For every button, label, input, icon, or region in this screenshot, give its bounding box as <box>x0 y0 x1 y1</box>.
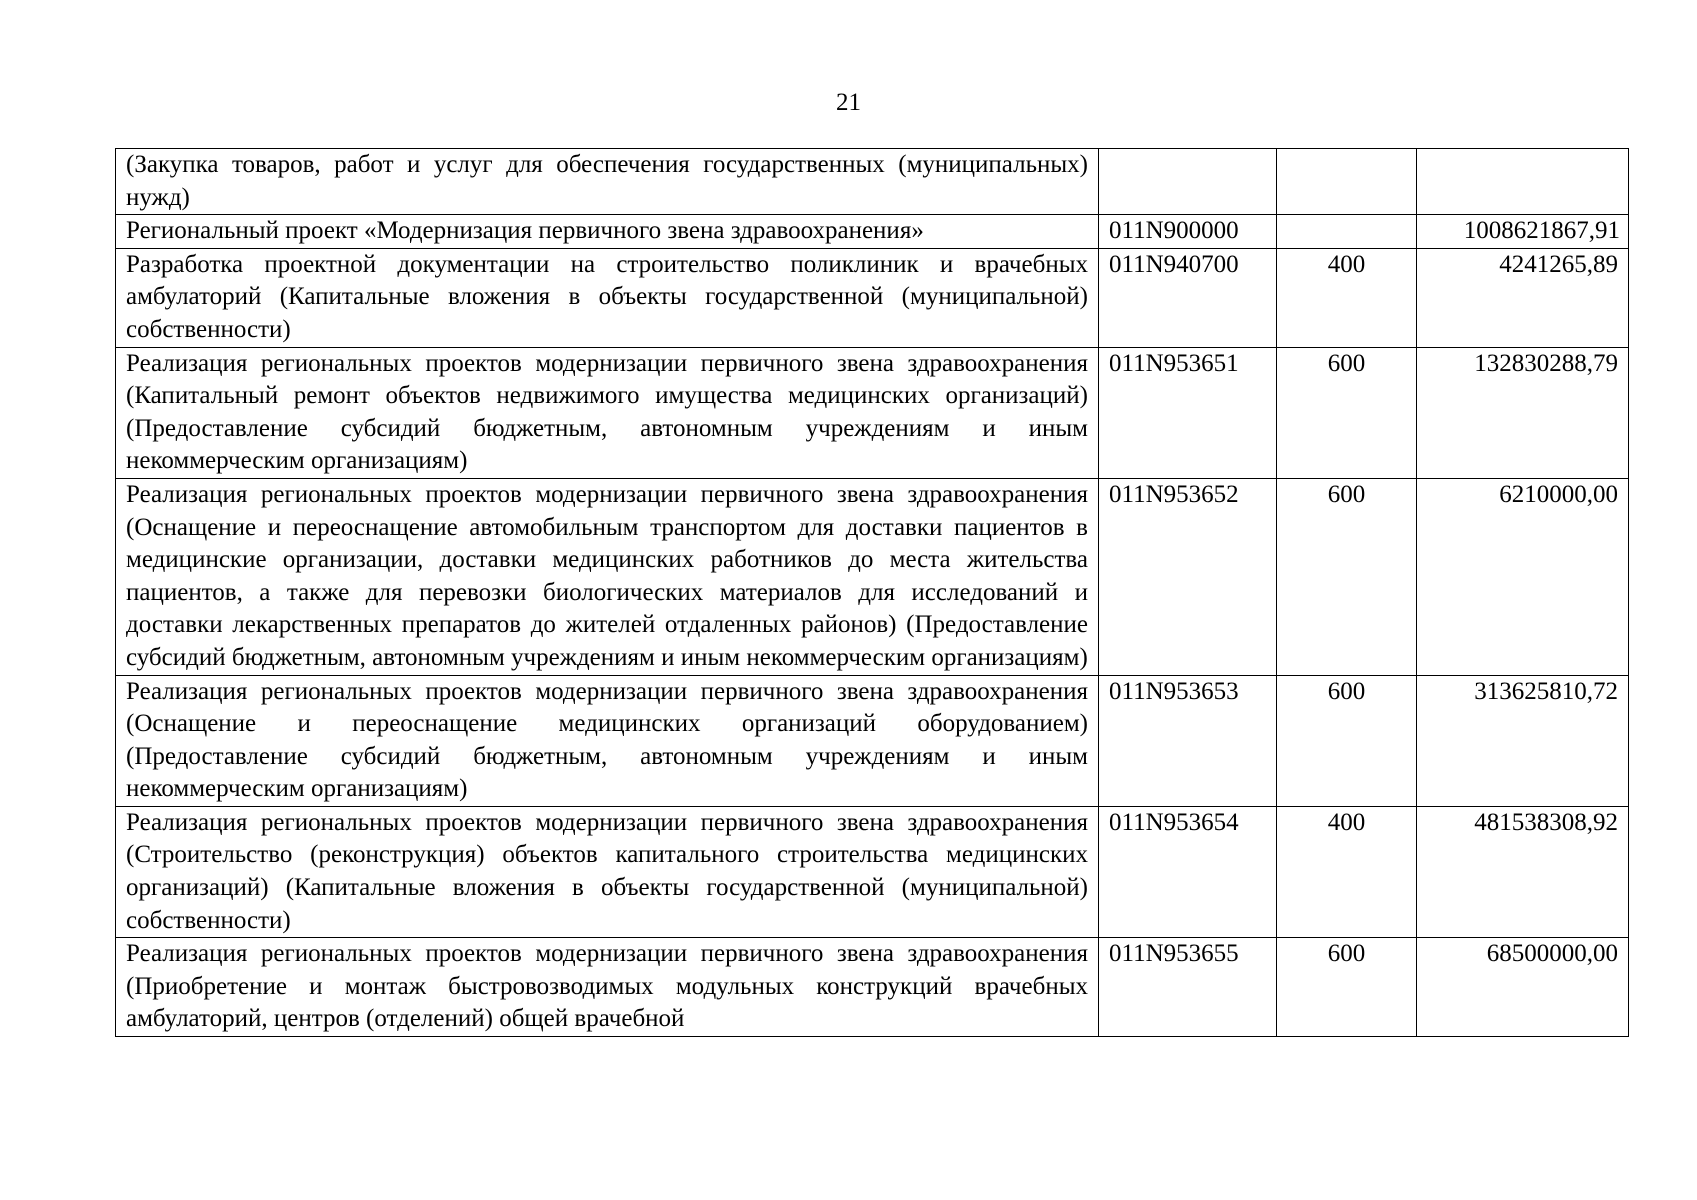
table-row <box>116 248 1629 347</box>
row-expense-type: 600 <box>1277 478 1417 675</box>
table-row <box>116 675 1629 806</box>
row-amount: 313625810,72 <box>1417 675 1629 806</box>
row-expense-type <box>1277 149 1417 215</box>
row-target-code: 011N953655 <box>1099 938 1277 1037</box>
table-row <box>116 938 1629 1037</box>
row-target-code: 011N953651 <box>1099 347 1277 478</box>
table-row <box>116 215 1629 249</box>
page-number: 21 <box>836 89 861 116</box>
row-amount: 6210000,00 <box>1417 478 1629 675</box>
row-expense-type: 600 <box>1277 675 1417 806</box>
row-description: Разработка проектной документации на строительство поликлиник и врачебных амбулаторий (Капитальные вложения в объекты государственной (муниципальной) собственности) <box>116 248 1099 347</box>
row-amount <box>1417 149 1629 215</box>
row-target-code <box>1099 149 1277 215</box>
row-amount: 132830288,79 <box>1417 347 1629 478</box>
row-target-code: 011N900000 <box>1099 215 1277 249</box>
table-row <box>116 478 1629 675</box>
table-row <box>116 347 1629 478</box>
row-amount: 481538308,92 <box>1417 806 1629 937</box>
row-amount: 68500000,00 <box>1417 938 1629 1037</box>
row-description: Реализация региональных проектов модернизации первичного звена здравоохранения (Приобретение и монтаж быстровозводимых модульных конструкций врачебных амбулаторий, центров (отделений) общей врачебной <box>116 938 1099 1037</box>
row-expense-type: 400 <box>1277 806 1417 937</box>
row-expense-type: 400 <box>1277 248 1417 347</box>
row-description: Реализация региональных проектов модернизации первичного звена здравоохранения (Оснащение и переоснащение автомобильным транспортом для доставки пациентов в медицинские организации, доставки медицинских работников до места жительства пациентов, а также для перевозки биологических материалов для исследований и доставки лекарственных препаратов до жителей отдаленных районов) (Предоставление субсидий бюджетным, автономным учреждениям и иным некоммерческим организациям) <box>116 478 1099 675</box>
row-description: Реализация региональных проектов модернизации первичного звена здравоохранения (Капитальный ремонт объектов недвижимого имущества медицинских организаций) (Предоставление субсидий бюджетным, автономным учреждениям и иным некоммерческим организациям) <box>116 347 1099 478</box>
row-target-code: 011N953654 <box>1099 806 1277 937</box>
row-target-code: 011N940700 <box>1099 248 1277 347</box>
row-description: Реализация региональных проектов модернизации первичного звена здравоохранения (Оснащение и переоснащение медицинских организаций оборудованием) (Предоставление субсидий бюджетным, автономным учреждениям и иным некоммерческим организациям) <box>116 675 1099 806</box>
table-row <box>116 806 1629 937</box>
row-expense-type: 600 <box>1277 347 1417 478</box>
row-description: (Закупка товаров, работ и услуг для обеспечения государственных (муниципальных) нужд) <box>116 149 1099 215</box>
row-amount: 1008621867,91 <box>1417 215 1629 249</box>
row-expense-type: 600 <box>1277 938 1417 1037</box>
row-amount: 4241265,89 <box>1417 248 1629 347</box>
row-target-code: 011N953652 <box>1099 478 1277 675</box>
row-target-code: 011N953653 <box>1099 675 1277 806</box>
budget-allocation-table <box>115 148 1629 1037</box>
row-description: Региональный проект «Модернизация первичного звена здравоохранения» <box>116 215 1099 249</box>
table-row <box>116 149 1629 215</box>
row-expense-type <box>1277 215 1417 249</box>
row-description: Реализация региональных проектов модернизации первичного звена здравоохранения (Строительство (реконструкция) объектов капитального строительства медицинских организаций) (Капитальные вложения в объекты государственной (муниципальной) собственности) <box>116 806 1099 937</box>
